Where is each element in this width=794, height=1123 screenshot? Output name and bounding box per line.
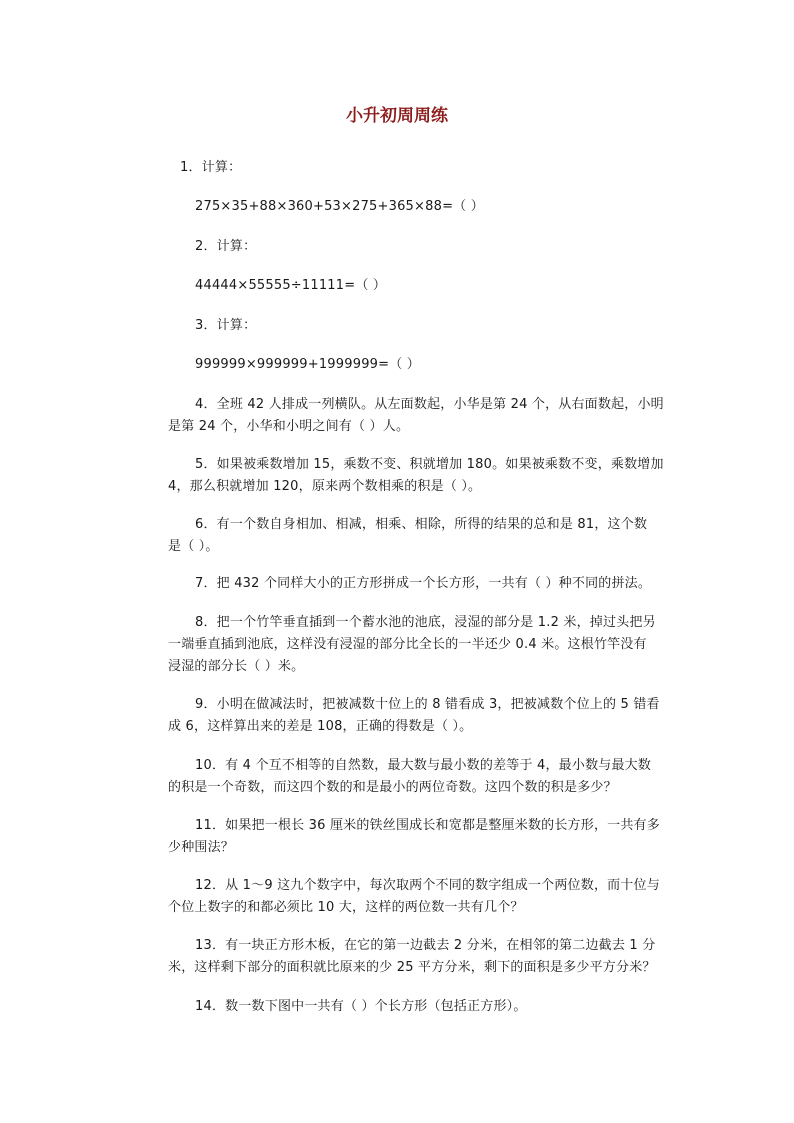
page-title: 小升初周周练 [346,106,448,126]
question-4 [168,394,672,438]
q2-label: 2．计算： [195,239,257,254]
question-14 [168,996,672,1018]
q2-expression: 44444×55555÷11111=（ ） [195,278,387,293]
q10-line-2: 的积是一个奇数，而这四个数的和是最小的两位奇数。这四个数的积是多少？ [168,780,617,795]
q5-line-2: 4，那么积就增加 120，原来两个数相乘的积是（ ）。 [168,479,482,494]
question-8 [168,612,672,678]
q9-line-1: 9．小明在做减法时，把被减数十位上的 8 错看成 3，把被减数个位上的 5 错看 [195,697,660,712]
question-7 [168,573,672,595]
q7-line-1: 7．把 432 个同样大小的正方形拼成一个长方形，一共有（ ）种不同的拼法。 [195,576,652,591]
q12-line-2: 个位上数字的和都必须比 10 大，这样的两位数一共有几个？ [168,900,524,915]
q11-line-2: 少种围法？ [168,840,235,855]
q13-line-1: 13．有一块正方形木板，在它的第一边截去 2 分米，在相邻的第二边截去 1 分 [195,938,656,953]
question-9 [168,694,672,738]
q1-label: 1．计算： [180,160,242,175]
q8-line-3: 浸湿的部分长（ ）米。 [168,659,305,674]
q14-line-1: 14．数一数下图中一共有（ ）个长方形（包括正方形）。 [195,999,527,1014]
q3-label: 3．计算： [195,318,257,333]
q6-line-2: 是（ ）。 [168,539,219,554]
q1-expression: 275×35+88×360+53×275+365×88=（ ） [195,199,484,214]
q9-line-2: 成 6，这样算出来的差是 108，正确的得数是（ ）。 [168,719,473,734]
question-10 [168,755,672,799]
q8-line-2: 一端垂直插到池底，这样没有浸湿的部分比全长的一半还少 0.4 米。这根竹竿没有 [168,637,647,652]
question-11 [168,815,672,859]
q3-expression: 999999×999999+1999999=（ ） [195,357,420,372]
question-5 [168,454,672,498]
q13-line-2: 米，这样剩下部分的面积就比原来的少 25 平方分米，剩下的面积是多少平方分米？ [168,960,656,975]
question-13 [168,935,672,979]
q8-line-1: 8．把一个竹竿垂直插到一个蓄水池的池底，浸湿的部分是 1.2 米，掉过头把另 [195,615,656,630]
q4-line-1: 4．全班 42 人排成一列横队。从左面数起，小华是第 24 个，从右面数起，小明 [195,397,664,412]
question-6 [168,514,672,558]
q12-line-1: 12．从 1～9 这九个数字中，每次取两个不同的数字组成一个两位数，而十位与 [195,878,660,893]
q11-line-1: 11．如果把一根长 36 厘米的铁丝围成长和宽都是整厘米数的长方形，一共有多 [195,818,660,833]
q10-line-1: 10．有 4 个互不相等的自然数，最大数与最小数的差等于 4，最小数与最大数 [195,758,652,773]
q6-line-1: 6．有一个数自身相加、相减，相乘、相除，所得的结果的总和是 81，这个数 [195,517,648,532]
question-12 [168,875,672,919]
q5-line-1: 5．如果被乘数增加 15，乘数不变、积就增加 180。如果被乘数不变，乘数增加 [195,457,664,472]
q4-line-2: 是第 24 个，小华和小明之间有（ ）人。 [168,419,410,434]
